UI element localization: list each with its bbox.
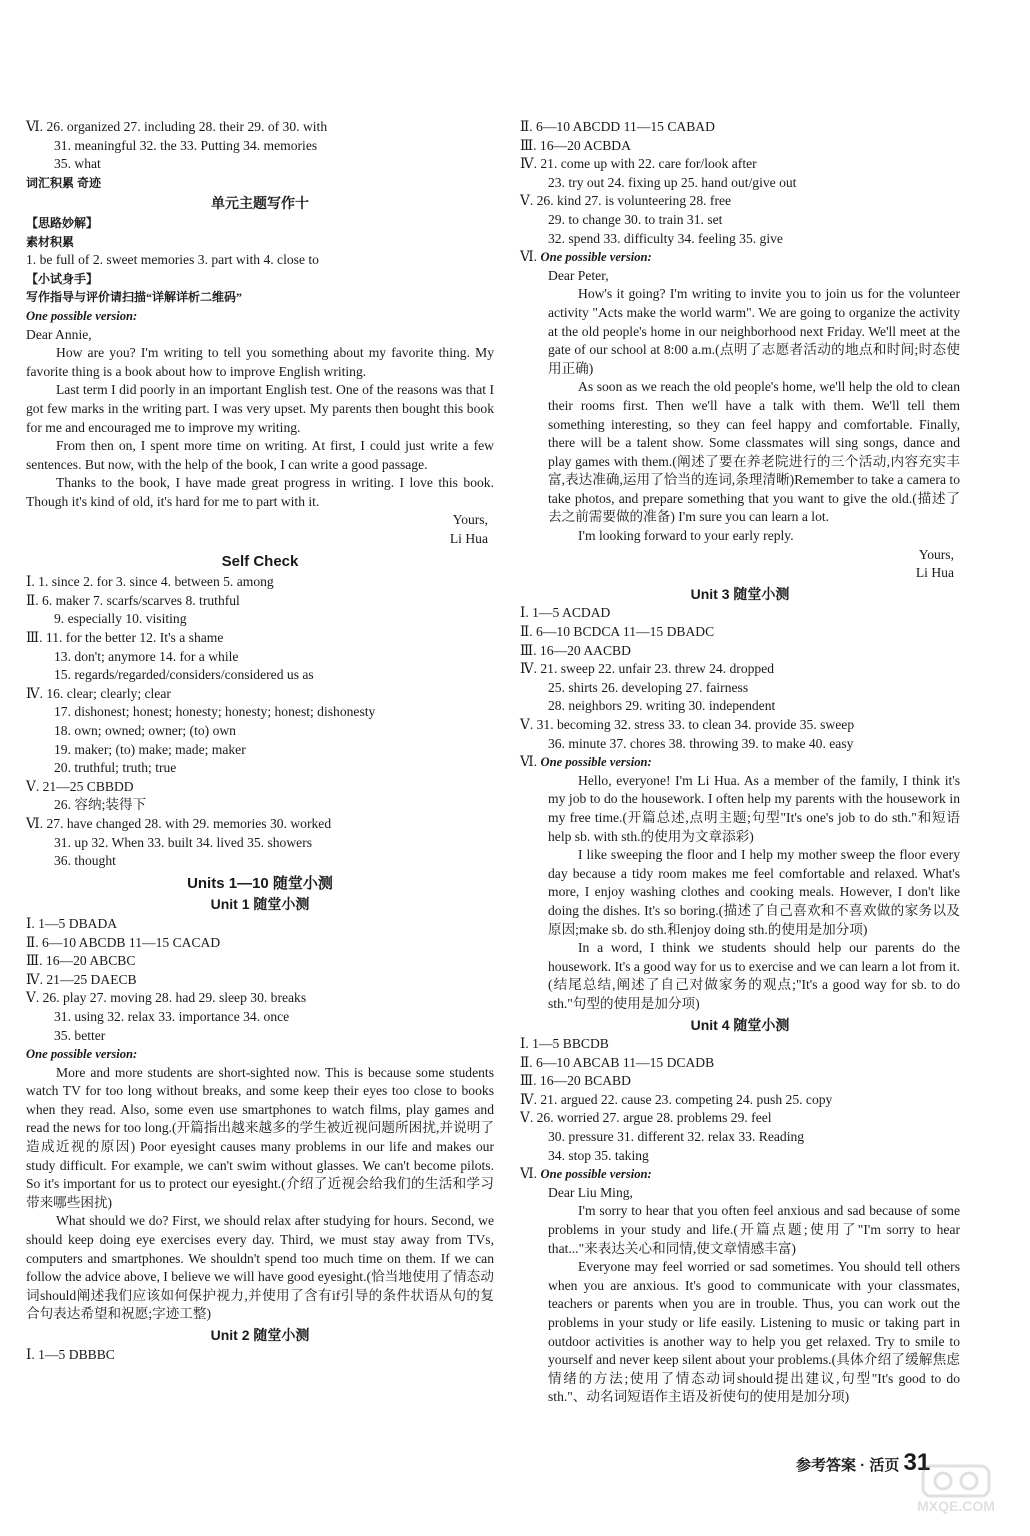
possible-version-label: One possible version: xyxy=(540,1167,652,1182)
letter-paragraph: From then on, I spent more time on writing. At first, I could just write a few sentences. But now, with the help of the book, I can write a good passage. xyxy=(26,438,494,472)
answer-line: Ⅱ. 6—10 ABCAB 11—15 DCADB xyxy=(520,1054,715,1070)
section-six-label: Ⅵ. xyxy=(520,754,538,770)
answer-line: 30. pressure 31. different 32. relax 33. Reading xyxy=(548,1129,805,1145)
answer-line: Ⅵ. 27. have changed 28. with 29. memories 30. worked xyxy=(26,815,332,831)
answer-line: 35. better xyxy=(54,1027,106,1043)
answer-line: 9. especially 10. visiting xyxy=(54,611,187,627)
sucai-heading: 素材积累 xyxy=(26,234,75,249)
letter-paragraph: Last term I did poorly in an important English test. One of the reasons was that I got few marks in the writing part. I was very upset. My parents then bought this book for me and encouraged me to improve my writing. xyxy=(26,382,494,435)
letter-body xyxy=(26,344,494,511)
answer-line: Ⅲ. 11. for the better 12. It's a shame xyxy=(26,630,224,646)
letter-paragraph: I'm sorry to hear that you often feel anxious and sad because of some problems in your study and life.(开篇点题;使用了"I'm sorry to hear that..."来表达关心和同情,使文章情感丰富) xyxy=(548,1203,960,1256)
answer-line: 31. up 32. When 33. built 34. lived 35. showers xyxy=(54,834,313,850)
answer-line: 26. 容纳;装得下 xyxy=(54,797,147,813)
answer-line: Ⅴ. 31. becoming 32. stress 33. to clean 34. provide 35. sweep xyxy=(520,717,855,732)
answer-line: Ⅲ. 16—20 ACBDA xyxy=(520,137,631,153)
essay-paragraph: More and more students are short-sighted now. This is because some students watch TV for too long without breaks, and some keep their eyes too close to books when they read. Also, some even use smartphones to watch films, play games and read the news for too long.(开篇指出越来越多的学生被近视问题所困扰,并说明了造成近视的原因) Poor eyesight causes many problems in our life and makes our study difficult. For example, we can't swim without glasses. We can't become pilots. So it's important for us to protect our eyesight.(介绍了近视会给我们的生活和学习带来哪些困扰) xyxy=(26,1064,494,1210)
answer-line: Ⅰ. 1—5 DBADA xyxy=(26,915,118,931)
silu-heading: 【思路妙解】 xyxy=(26,215,99,230)
essay-paragraph: I like sweeping the floor and I help my mother sweep the floor every day because a tidy room makes me feel comfortable and relaxed. What's more, I enjoy washing clothes and cooking meals. However, I don't like doing the dishes. It's so boring.(描述了自己喜欢和不喜欢做的家务以及原因;make sb. do sth.和enjoy doing sth.的使用是加分项) xyxy=(548,847,960,937)
answer-line: Ⅲ. 16—20 AACBD xyxy=(520,642,631,658)
letter-greeting: Dear Annie, xyxy=(26,326,92,342)
letter-signature: Li Hua xyxy=(449,531,488,547)
self-check-title: Self Check xyxy=(221,552,299,570)
watermark-logo xyxy=(896,1464,1016,1520)
vi-top-answers xyxy=(26,118,494,174)
answer-line: 20. truthful; truth; true xyxy=(54,760,177,776)
unit2-answers xyxy=(520,118,960,248)
possible-version-label: One possible version: xyxy=(540,250,652,265)
units-quiz-title: Units 1—10 随堂小测 xyxy=(187,874,333,892)
answer-line: 23. try out 24. fixing up 25. hand out/give out xyxy=(548,174,797,190)
answer-line: 17. dishonest; honest; honesty; honesty; honest; dishonesty xyxy=(54,704,376,720)
answer-line: Ⅵ. 26. organized 27. including 28. their 29. of 30. with xyxy=(26,119,328,134)
unit2-title: Unit 2 随堂小测 xyxy=(210,1327,310,1343)
answer-line: 34. stop 35. taking xyxy=(548,1147,649,1163)
letter-body xyxy=(520,1202,960,1407)
answer-line: Ⅱ. 6—10 BCDCA 11—15 DBADC xyxy=(520,624,715,640)
letter-paragraph: Thanks to the book, I have made great progress in writing. I love this book. Though it's kind of old, it's hard for me to part with it. xyxy=(26,475,494,509)
writing-guide-note: 写作指导与评价请扫描“详解详析二维码” xyxy=(26,290,243,305)
answer-line: Ⅳ. 16. clear; clearly; clear xyxy=(26,685,171,701)
unit1-answers xyxy=(26,915,494,1045)
answer-line: 29. to change 30. to train 31. set xyxy=(548,211,723,227)
footer-label: 参考答案 · 活页 xyxy=(796,1457,900,1474)
answer-line: Ⅴ. 26. play 27. moving 28. had 29. sleep 30. breaks xyxy=(26,990,307,1006)
unit4-answers xyxy=(520,1035,960,1165)
answer-line: Ⅱ. 6. maker 7. scarfs/scarves 8. truthful xyxy=(26,592,240,608)
answer-line: 15. regards/regarded/considers/considered us as xyxy=(54,667,314,683)
answer-line: Ⅰ. 1. since 2. for 3. since 4. between 5. among xyxy=(26,574,274,590)
right-column xyxy=(520,118,960,1407)
possible-version-label: One possible version: xyxy=(540,755,652,770)
answer-line: 35. what xyxy=(54,156,101,172)
possible-version-label: One possible version: xyxy=(26,308,138,323)
section-six-label: Ⅵ. xyxy=(520,249,538,265)
essay-body xyxy=(26,1064,494,1324)
answer-line: 36. thought xyxy=(54,853,116,869)
answer-line: 32. spend 33. difficulty 34. feeling 35. give xyxy=(548,230,783,246)
answer-line: 31. meaningful 32. the 33. Putting 34. memories xyxy=(54,137,318,153)
sucai-line: 1. be full of 2. sweet memories 3. part with 4. close to xyxy=(26,252,319,268)
answer-line: Ⅴ. 26. kind 27. is volunteering 28. free xyxy=(520,193,732,209)
unit4-title: Unit 4 随堂小测 xyxy=(690,1016,790,1033)
letter-closing: Yours, xyxy=(918,546,954,562)
left-column xyxy=(26,118,494,1364)
answer-line: Ⅴ. 21—25 CBBDD xyxy=(26,778,134,794)
answer-line: Ⅲ. 16—20 ABCBC xyxy=(26,953,136,969)
letter-signature: Li Hua xyxy=(915,565,954,581)
essay-paragraph: In a word, I think we students should help our parents do the housework. It's a good way for us to exercise and we can learn a lot from it.(结尾总结,阐述了自己对做家务的观点;"It's a good way for sb. to do sth."句型的使用是加分项) xyxy=(548,940,960,1011)
answer-line: Ⅳ. 21. sweep 22. unfair 23. threw 24. dropped xyxy=(520,661,775,677)
essay-paragraph: Hello, everyone! I'm Li Hua. As a member of the family, I think it's my job to do the housework. I often help my parents with the housework in my free time.(开篇总述,点明主题;句型"It's one's job to do sth."和短语help sb. with sth.的使用为文章添彩) xyxy=(548,772,960,844)
answer-line: 28. neighbors 29. writing 30. independent xyxy=(548,698,776,714)
vocab-note: 词汇积累 奇迹 xyxy=(26,175,102,190)
watermark-text: MXQE.COM xyxy=(917,1498,995,1514)
letter-paragraph: As soon as we reach the old people's home, we'll help the old to clean their rooms first. Then we'll have a talk with them. We'll tell them something interesting, so they can feel happy and comfortable. Finally, there will be a talent show. Some classmates will sing songs, dance and play games with them.(阐述了要在养老院进行的三个活动,内容充实丰富,表达准确,运用了恰当的连词,条理清晰)Remember to take a camera to take photos, and prepare something that you want to give the old.(描述了去之前需要做的准备) I'm sure you can learn a lot. xyxy=(548,379,960,525)
unit3-answers xyxy=(520,604,960,753)
letter-body xyxy=(520,285,960,545)
letter-paragraph: How are you? I'm writing to tell you something about my favorite thing. My favorite thing is a book about how to improve English writing. xyxy=(26,345,494,379)
answer-line: 36. minute 37. chores 38. throwing 39. to make 40. easy xyxy=(548,735,854,751)
essay-paragraph: What should we do? First, we should relax after studying for hours. Second, we should keep doing eye exercises every day. Third, we must stay away from TVs, computers and smartphones. We shouldn't spend too much time on them. If we can follow the advice above, I believe we will have good eyesight.(恰当地使用了情态动词should阐述我们应该如何保护视力,并使用了含有if引导的条件状语从句的复合句表达希望和祝愿;字迹工整) xyxy=(26,1213,494,1322)
possible-version-label: One possible version: xyxy=(26,1047,138,1062)
answer-line: 19. maker; (to) make; made; maker xyxy=(54,741,246,757)
letter-greeting: Dear Liu Ming, xyxy=(548,1184,633,1200)
letter-greeting: Dear Peter, xyxy=(548,267,609,283)
answer-line: 31. using 32. relax 33. importance 34. once xyxy=(54,1008,290,1024)
answer-line: 18. own; owned; owner; (to) own xyxy=(54,723,236,738)
answer-line: Ⅳ. 21. argued 22. cause 23. competing 24. push 25. copy xyxy=(520,1091,833,1107)
answer-line: Ⅴ. 26. worried 27. argue 28. problems 29. feel xyxy=(520,1110,772,1126)
letter-paragraph: How's it going? I'm writing to invite you to join us for the volunteer activity "Acts make the world warm". We are going to organize the activity at the old people's home in our neighborhood next Friday. We'll meet at the gate of our school at 8:00 a.m.(点明了志愿者活动的地点和时间;时态使用正确) xyxy=(548,286,960,376)
answer-line: Ⅳ. 21. come up with 22. care for/look after xyxy=(520,156,757,172)
essay-body xyxy=(520,772,960,1014)
letter-closing: Yours, xyxy=(452,512,488,528)
xiaoshi-heading: 【小试身手】 xyxy=(26,271,99,286)
watermark-icon xyxy=(921,1464,991,1498)
unit3-title: Unit 3 随堂小测 xyxy=(690,585,790,602)
letter-paragraph: I'm looking forward to your early reply. xyxy=(578,528,794,544)
answer-line: 25. shirts 26. developing 27. fairness xyxy=(548,679,749,695)
answer-line: Ⅱ. 6—10 ABCDD 11—15 CABAD xyxy=(520,119,715,134)
answer-line: 13. don't; anymore 14. for a while xyxy=(54,648,239,664)
answer-line: Ⅱ. 6—10 ABCDB 11—15 CACAD xyxy=(26,934,221,950)
page-number: 31 xyxy=(903,1449,931,1476)
unit2-first-answers: Ⅰ. 1—5 DBBBC xyxy=(26,1346,115,1362)
letter-paragraph: Everyone may feel worried or sad sometimes. You should tell others when you are anxious. It's good to communicate with your classmates, teachers or parents when you are in trouble. Thus, you can work out the problems in your study or life easily. Listening to music or taking part in outdoor activities is another way to help you get relaxed. Try to smile to yourself and never keep silent about your problems.(具体介绍了缓解焦虑情绪的方法;使用了情态动词should提出建议,句型"It's good to do sth."、动名词短语作主语及祈使句的使用是加分项) xyxy=(548,1259,960,1405)
answer-line: Ⅰ. 1—5 BBCDB xyxy=(520,1036,609,1052)
section-six-label: Ⅵ. xyxy=(520,1166,538,1182)
answer-line: Ⅲ. 16—20 BCABD xyxy=(520,1073,631,1089)
self-check-answers xyxy=(26,573,494,871)
answer-line: Ⅰ. 1—5 ACDAD xyxy=(520,605,611,621)
answer-line: Ⅳ. 21—25 DAECB xyxy=(26,971,137,987)
unit-writing-title: 单元主题写作十 xyxy=(211,195,309,212)
unit1-title: Unit 1 随堂小测 xyxy=(210,896,310,913)
